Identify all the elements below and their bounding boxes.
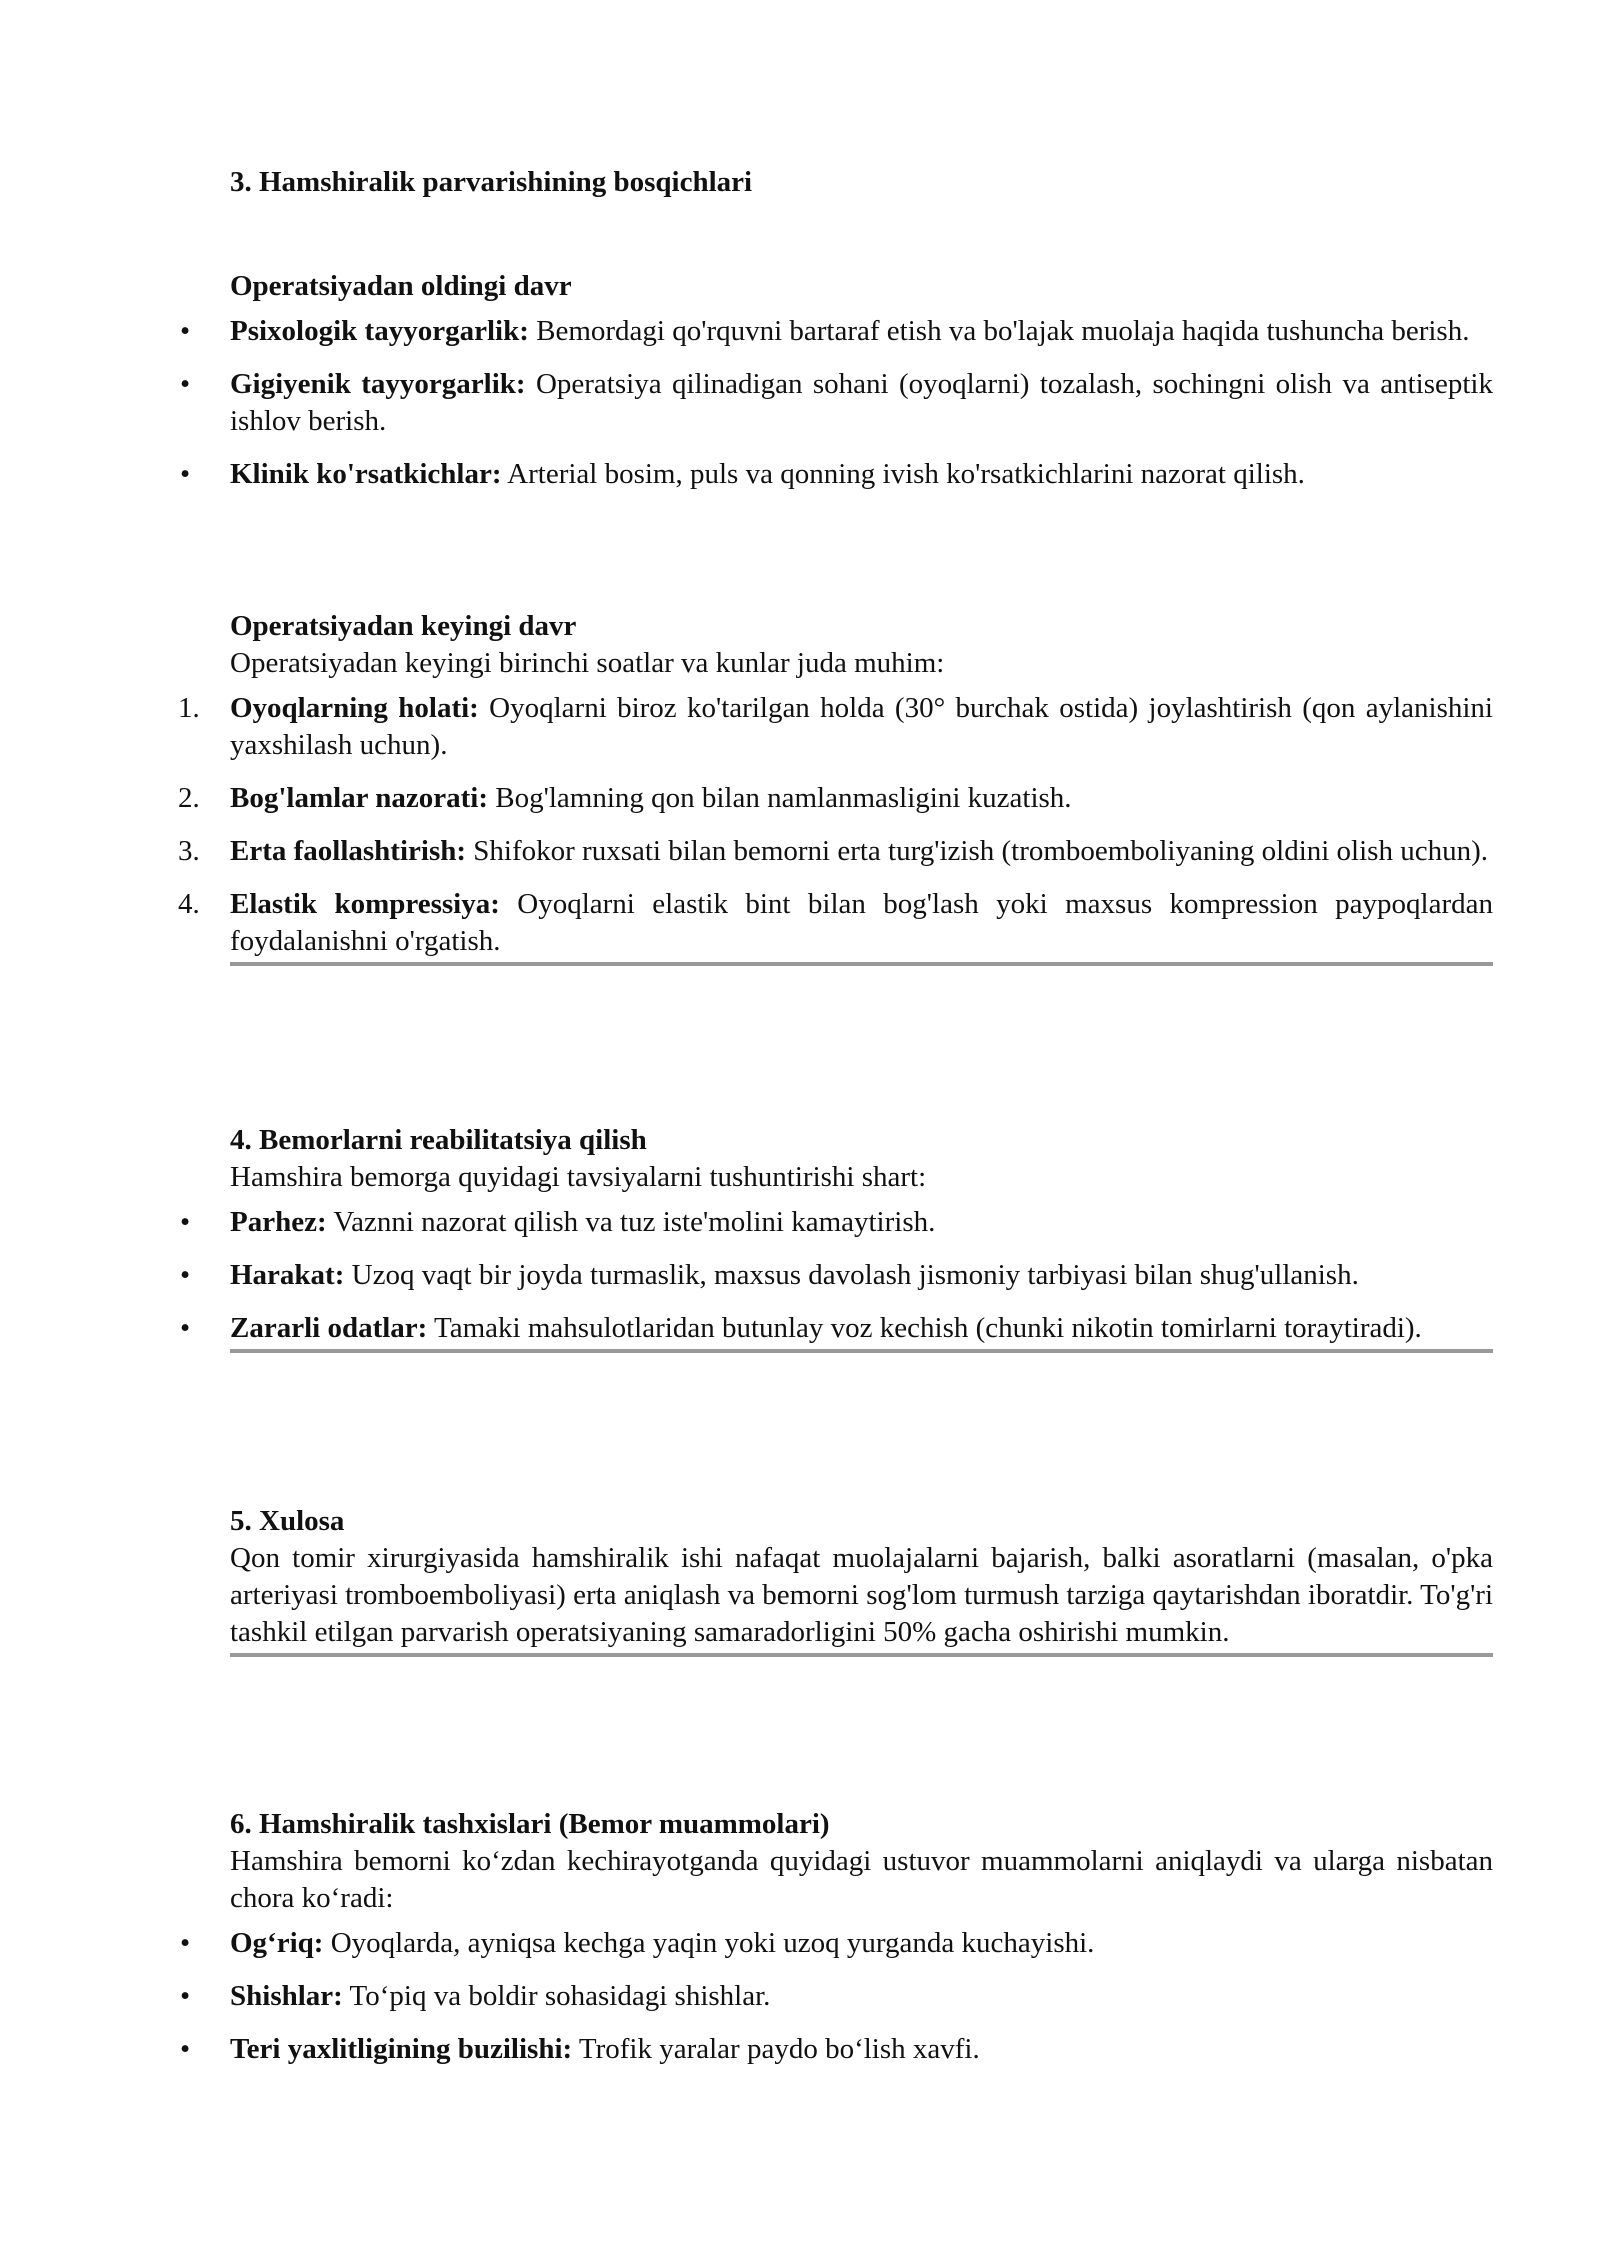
- section-4: [230, 1122, 1493, 1353]
- item-label: Parhez:: [230, 1206, 327, 1238]
- item-text: Uzoq vaqt bir joyda turmaslik, maxsus davolash jismoniy tarbiyasi bilan shug'ullanish.: [344, 1259, 1359, 1291]
- item-text: Vaznni nazorat qilish va tuz iste'molini kamaytirish.: [326, 1206, 936, 1238]
- item-text: Shifokor ruxsati bilan bemorni erta turg'izish (tromboemboliyaning oldini olish uchun).: [466, 835, 1488, 867]
- item-label: Shishlar:: [230, 1980, 343, 2012]
- item-text: Oyoqlarni biroz ko'tarilgan holda (30° burchak ostida) joylashtirish (qon aylanishini yaxshilash uchun).: [230, 692, 1493, 761]
- section-4-list: [230, 1204, 1493, 1347]
- section-5-text: Qon tomir xirurgiyasida hamshiralik ishi nafaqat muolajalarni bajarish, balki asoratlarni (masalan, o'pka arteriyasi tromboemboliyasi) erta aniqlash va bemorni sog'lom turmush tarziga qaytarishdan iboratdir. To'g'ri tashkil etilgan parvarish operatsiyaning samaradorligini 50% gacha oshirishi mumkin.: [230, 1542, 1494, 1648]
- item-label: Harakat:: [230, 1259, 345, 1291]
- list-item: [230, 1204, 1493, 1241]
- item-label: Oyoqlarning holati:: [230, 692, 479, 724]
- list-item: [230, 1257, 1493, 1294]
- item-label: Gigiyenik tayyorgarlik:: [230, 368, 526, 400]
- section-3: [230, 164, 1493, 201]
- item-number: 2.: [178, 782, 200, 814]
- item-number: 4.: [178, 888, 200, 920]
- item-label: Teri yaxlitligining buzilishi:: [230, 2033, 573, 2065]
- preop-list: [230, 313, 1493, 493]
- list-item: [178, 690, 1493, 764]
- preop-title: Operatsiyadan oldingi davr: [230, 270, 572, 302]
- section-5: [230, 1503, 1493, 1657]
- item-label: Zararli odatlar:: [230, 1312, 428, 1344]
- section-divider: [230, 1349, 1493, 1353]
- section-4-intro: Hamshira bemorga quyidagi tavsiyalarni tushuntirishi shart:: [230, 1161, 927, 1193]
- postop-list: [178, 690, 1493, 960]
- item-text: Operatsiya qilinadigan sohani (oyoqlarni) tozalash, sochingni olish va antiseptik ishlov berish.: [230, 368, 1493, 437]
- list-item: [230, 456, 1493, 493]
- item-text: Bemordagi qo'rquvni bartaraf etish va bo'lajak muolaja haqida tushuncha berish.: [528, 315, 1470, 347]
- section-divider: [230, 1653, 1493, 1657]
- list-item: [230, 313, 1493, 350]
- postop-title: Operatsiyadan keyingi davr: [230, 610, 577, 642]
- list-item: [230, 1310, 1493, 1347]
- list-item: [230, 366, 1493, 440]
- section-4-title: 4. Bemorlarni reabilitatsiya qilish: [230, 1124, 647, 1156]
- list-item: [178, 833, 1493, 870]
- item-label: Elastik kompressiya:: [230, 888, 500, 920]
- list-item: [178, 780, 1493, 817]
- item-text: Toʻpiq va boldir sohasidagi shishlar.: [342, 1980, 771, 2012]
- section-3-title: 3. Hamshiralik parvarishining bosqichlari: [230, 166, 753, 198]
- item-label: Ogʻriq:: [230, 1927, 324, 1959]
- section-6-title: 6. Hamshiralik tashxislari (Bemor muammolari): [230, 1808, 830, 1840]
- item-text: Tamaki mahsulotlaridan butunlay voz kechish (chunki nikotin tomirlarni toraytiradi).: [427, 1312, 1422, 1344]
- list-item: [230, 1925, 1493, 1962]
- item-text: Oyoqlarda, ayniqsa kechga yaqin yoki uzoq yurganda kuchayishi.: [323, 1927, 1095, 1959]
- section-6: [230, 1806, 1493, 2068]
- list-item: [230, 1978, 1493, 2015]
- item-label: Bog'lamlar nazorati:: [230, 782, 489, 814]
- postop-section: [178, 608, 1493, 966]
- section-6-intro: Hamshira bemorni koʻzdan kechirayotganda quyidagi ustuvor muammolarni aniqlaydi va ularga nisbatan chora koʻradi:: [230, 1845, 1493, 1914]
- item-label: Erta faollashtirish:: [230, 835, 467, 867]
- item-label: Psixologik tayyorgarlik:: [230, 315, 529, 347]
- item-text: Bog'lamning qon bilan namlanmasligini kuzatish.: [488, 782, 1072, 814]
- section-5-title: 5. Xulosa: [230, 1505, 345, 1537]
- item-text: Oyoqlarni elastik bint bilan bog'lash yoki maxsus kompression paypoqlardan foydalanishni o'rgatish.: [230, 888, 1493, 957]
- item-text: Trofik yaralar paydo boʻlish xavfi.: [572, 2033, 980, 2065]
- section-divider: [230, 962, 1493, 966]
- item-text: Arterial bosim, puls va qonning ivish ko'rsatkichlarini nazorat qilish.: [501, 458, 1305, 490]
- preop-section: [230, 268, 1493, 493]
- item-number: 1.: [178, 692, 200, 724]
- item-number: 3.: [178, 835, 200, 867]
- item-label: Klinik ko'rsatkichlar:: [230, 458, 502, 490]
- postop-intro: Operatsiyadan keyingi birinchi soatlar va kunlar juda muhim:: [230, 647, 945, 679]
- list-item: [178, 886, 1493, 960]
- section-6-list: [230, 1925, 1493, 2068]
- list-item: [230, 2031, 1493, 2068]
